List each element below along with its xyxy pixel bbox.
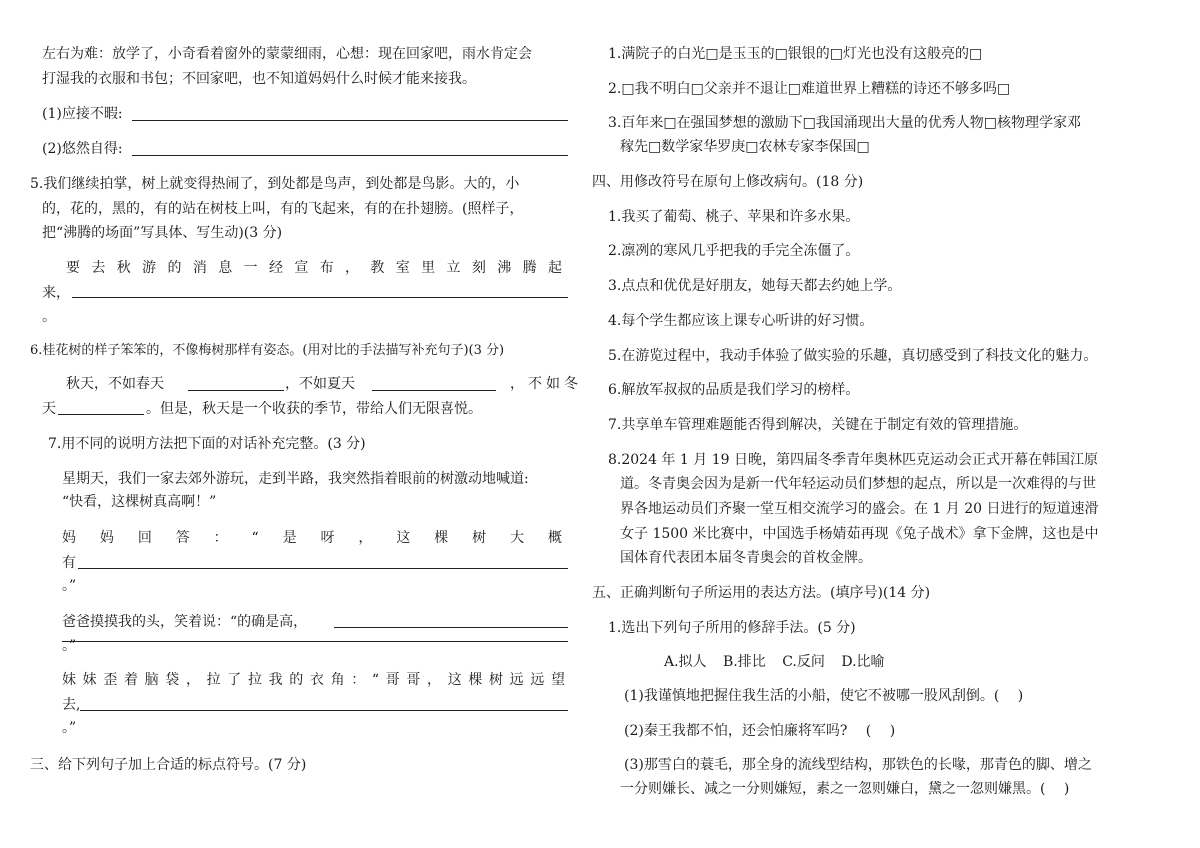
q5-line-3: 把“沸腾的场面”写具体、写生动)(3 分) bbox=[42, 225, 283, 241]
q7-mom-end: 。” bbox=[62, 578, 77, 594]
option-a: A.拟人 bbox=[664, 654, 707, 670]
answer-line-q5[interactable] bbox=[72, 297, 568, 298]
option-list bbox=[664, 652, 897, 672]
q7-sis-line-2: 去, bbox=[62, 697, 81, 713]
option-d: D.比喻 bbox=[841, 654, 885, 670]
sentence-8-line-1: 8.2024 年 1 月 19 日晚，第四届冬季青年奥林匹克运动会正式开幕在韩国江原 bbox=[608, 452, 1098, 468]
sentence-7: 7.共享单车管理难题能否得到解决，关键在于制定有效的管理措施。 bbox=[608, 417, 1028, 433]
sentence-8-line-4: 女子 1500 米比赛中，中国选手杨婧茹再现《兔子战术》拿下金牌，这也是中 bbox=[620, 526, 1099, 542]
punct-item-3-line-1: 3.百年来□在强国梦想的激励下□我国涌现出大量的优秀人物□核物理学家邓 bbox=[608, 115, 1082, 131]
punct-item-1: 1.满院子的白光□是玉玉的□银银的□灯光也没有这般亮的□ bbox=[608, 46, 983, 62]
sentence-8-line-2: 道。冬青奥会因为是新一代年轻运动员们梦想的起点，所以是一次难得的与世 bbox=[620, 476, 1096, 492]
sub-question-1: (1)应接不暇: bbox=[42, 106, 123, 122]
sentence-6: 6.解放军叔叔的品质是我们学习的榜样。 bbox=[608, 382, 860, 398]
answer-line-q7-sis[interactable] bbox=[80, 710, 568, 711]
rhetoric-question-1: 1.选出下列句子所用的修辞手法。(5 分) bbox=[608, 620, 856, 636]
q7-dad-line: 爸爸摸摸我的头，笑着说：“的确是高， bbox=[62, 614, 308, 630]
q6-line-1: 6.桂花树的样子笨笨的，不像梅树那样有姿态。(用对比的手法描写补充句子)(3 分) bbox=[30, 343, 505, 358]
sentence-1: 1.我买了葡萄、桃子、苹果和许多水果。 bbox=[608, 209, 860, 225]
answer-line-q6-spring[interactable] bbox=[188, 390, 284, 391]
q5-fill-line-1: 要去秋游的消息一经宣布，教室里立刻沸腾起 bbox=[66, 260, 568, 276]
q5-end-mark: 。 bbox=[42, 309, 56, 325]
q7-sis-line: 妹妹歪着脑袋，拉了拉我的衣角：“哥哥，这棵树远远望 bbox=[62, 672, 568, 688]
answer-line-q7-mom[interactable] bbox=[78, 568, 568, 569]
intro-line-1: 左右为难：放学了，小奇看着窗外的蒙蒙细雨，心想：现在回家吧，雨水肯定会 bbox=[42, 46, 532, 62]
q6-text-e: 。但是，秋天是一个收获的季节，带给人们无限喜悦。 bbox=[146, 401, 482, 417]
punct-item-3-line-2: 稼先□数学家华罗庚□农林专家李保国□ bbox=[620, 139, 870, 155]
section-3-heading: 三、给下列句子加上合适的标点符号。(7 分) bbox=[30, 757, 307, 773]
sentence-3: 3.点点和优优是好朋友，她每天都去约她上学。 bbox=[608, 278, 902, 294]
answer-line-sub1[interactable] bbox=[132, 120, 568, 121]
q5-fill-line-2: 来， bbox=[42, 285, 70, 301]
answer-line-q7-dad-2[interactable] bbox=[62, 641, 568, 642]
rhetoric-item-3-line-2: 一分则嫌长、减之一分则嫌短，素之一忽则嫌白，黛之一忽则嫌黑。( ) bbox=[620, 781, 1070, 797]
q7-mom-line: 妈妈回答：“是呀，这棵树大概 bbox=[62, 530, 568, 546]
option-c: C.反问 bbox=[782, 654, 825, 670]
answer-line-q6-summer[interactable] bbox=[372, 390, 496, 391]
section-4-heading: 四、用修改符号在原句上修改病句。(18 分) bbox=[592, 174, 864, 190]
rhetoric-item-2: (2)秦王我都不怕，还会怕廉将军吗? ( ) bbox=[624, 723, 896, 739]
sentence-2: 2.凛冽的寒风几乎把我的手完全冻僵了。 bbox=[608, 243, 860, 259]
rhetoric-item-3-line-1: (3)那雪白的蓑毛，那全身的流线型结构，那铁色的长喙，那青色的脚、增之 bbox=[624, 757, 1092, 773]
q6-text-b: ，不如夏天 bbox=[285, 376, 355, 392]
q7-line-3: “快看，这棵树真高啊！” bbox=[62, 494, 217, 510]
section-5-heading: 五、正确判断句子所运用的表达方法。(填序号)(14 分) bbox=[592, 585, 931, 601]
q7-mom-line-2: 有 bbox=[62, 555, 76, 571]
q7-line-1: 7.用不同的说明方法把下面的对话补充完整。(3 分) bbox=[48, 436, 366, 452]
q6-text-a: 秋天，不如春天 bbox=[66, 376, 164, 392]
q6-text-d: 天 bbox=[42, 401, 56, 417]
sentence-8-line-5: 国体育代表团本届冬青奥会的首枚金牌。 bbox=[620, 550, 872, 566]
answer-line-q6-winter[interactable] bbox=[58, 414, 144, 415]
q5-line-2: 的，花的，黑的，有的站在树枝上叫，有的飞起来，有的在扑翅膀。(照样子， bbox=[42, 201, 524, 217]
q7-sis-end: 。” bbox=[62, 720, 77, 736]
q6-text-c: ，不如冬 bbox=[510, 376, 582, 392]
rhetoric-item-1: (1)我谨慎地把握住我生活的小船，使它不被哪一股风刮倒。( ) bbox=[624, 688, 1024, 704]
sentence-4: 4.每个学生都应该上课专心听讲的好习惯。 bbox=[608, 313, 874, 329]
intro-line-2: 打湿我的衣服和书包；不回家吧，也不知道妈妈什么时候才能来接我。 bbox=[42, 71, 476, 87]
answer-line-sub2[interactable] bbox=[132, 155, 568, 156]
right-column bbox=[592, 0, 1200, 848]
sentence-5: 5.在游览过程中，我动手体验了做实验的乐趣，真切感受到了科技文化的魅力。 bbox=[608, 348, 1098, 364]
q7-dad-end: 。” bbox=[62, 638, 77, 654]
punct-item-2: 2.□我不明白□父亲并不退让□难道世界上糟糕的诗还不够多吗□ bbox=[608, 81, 1011, 97]
answer-line-q7-dad[interactable] bbox=[334, 627, 568, 628]
sentence-8-line-3: 界各地运动员们齐聚一堂互相交流学习的盛会。在 1 月 20 日进行的短道速滑 bbox=[620, 501, 1099, 517]
q7-line-2: 星期天，我们一家去郊外游玩，走到半路，我突然指着眼前的树激动地喊道: bbox=[62, 471, 529, 487]
q5-line-1: 5.我们继续拍掌，树上就变得热闹了，到处都是鸟声，到处都是鸟影。大的，小 bbox=[30, 176, 520, 192]
option-b: B.排比 bbox=[723, 654, 766, 670]
sub-question-2: (2)悠然自得: bbox=[42, 141, 123, 157]
